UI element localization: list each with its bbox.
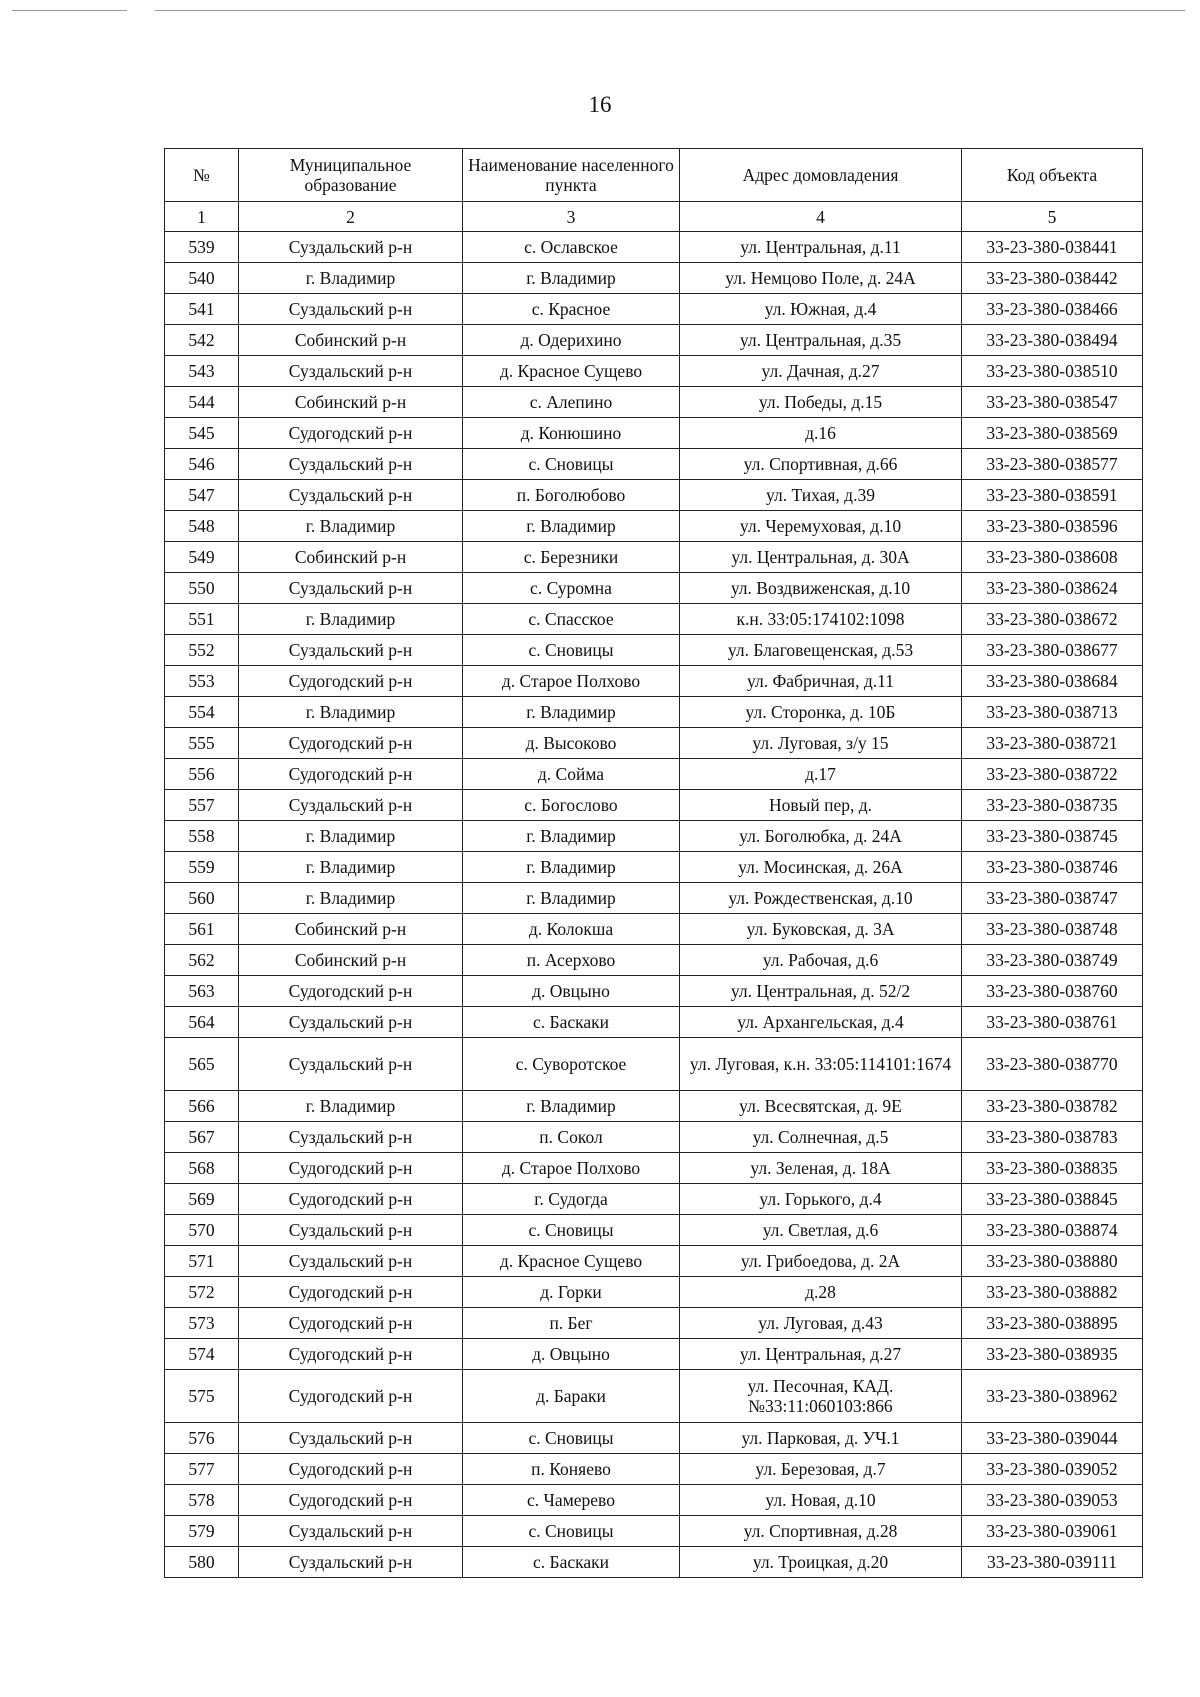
settlement-cell: д. Овцыно <box>463 976 680 1007</box>
settlement-cell: д. Конюшино <box>463 418 680 449</box>
settlement-cell: с. Березники <box>463 542 680 573</box>
settlement-cell: д. Колокша <box>463 914 680 945</box>
settlement-cell: с. Чамерево <box>463 1485 680 1516</box>
municipality-cell: Судогодский р-н <box>239 1153 463 1184</box>
column-number-row <box>165 202 1143 232</box>
object-code-cell: 33-23-380-038569 <box>962 418 1143 449</box>
settlement-cell: с. Красное <box>463 294 680 325</box>
municipality-cell: г. Владимир <box>239 883 463 914</box>
table-row <box>165 1246 1143 1277</box>
municipality-cell: г. Владимир <box>239 263 463 294</box>
municipality-cell: Собинский р-н <box>239 945 463 976</box>
row-number-cell: 548 <box>165 511 239 542</box>
address-cell: ул. Спортивная, д.28 <box>680 1516 962 1547</box>
table-row <box>165 604 1143 635</box>
municipality-cell: Суздальский р-н <box>239 1122 463 1153</box>
municipality-cell: Суздальский р-н <box>239 1547 463 1578</box>
address-cell: ул. Рождественская, д.10 <box>680 883 962 914</box>
table-row <box>165 480 1143 511</box>
object-code-cell: 33-23-380-038547 <box>962 387 1143 418</box>
address-cell: ул. Центральная, д. 30А <box>680 542 962 573</box>
address-cell: д.28 <box>680 1277 962 1308</box>
address-cell: ул. Луговая, з/у 15 <box>680 728 962 759</box>
municipality-cell: г. Владимир <box>239 697 463 728</box>
scan-edge-line-main <box>155 10 1185 11</box>
row-number-cell: 568 <box>165 1153 239 1184</box>
address-cell: ул. Южная, д.4 <box>680 294 962 325</box>
table-row <box>165 1547 1143 1578</box>
row-number-cell: 563 <box>165 976 239 1007</box>
row-number-cell: 554 <box>165 697 239 728</box>
object-code-cell: 33-23-380-038442 <box>962 263 1143 294</box>
address-cell: ул. Тихая, д.39 <box>680 480 962 511</box>
object-code-cell: 33-23-380-039053 <box>962 1485 1143 1516</box>
object-code-cell: 33-23-380-038760 <box>962 976 1143 1007</box>
address-cell: ул. Центральная, д.27 <box>680 1339 962 1370</box>
object-code-cell: 33-23-380-038510 <box>962 356 1143 387</box>
municipality-cell: Судогодский р-н <box>239 976 463 1007</box>
settlement-cell: г. Владимир <box>463 511 680 542</box>
municipality-cell: Судогодский р-н <box>239 418 463 449</box>
municipality-cell: г. Владимир <box>239 852 463 883</box>
municipality-cell: Собинский р-н <box>239 914 463 945</box>
settlement-cell: с. Алепино <box>463 387 680 418</box>
table-row <box>165 542 1143 573</box>
row-number-cell: 571 <box>165 1246 239 1277</box>
row-number-cell: 570 <box>165 1215 239 1246</box>
settlement-cell: п. Бег <box>463 1308 680 1339</box>
address-cell: ул. Воздвиженская, д.10 <box>680 573 962 604</box>
table-row <box>165 1454 1143 1485</box>
table-row <box>165 1153 1143 1184</box>
settlement-cell: д. Высоково <box>463 728 680 759</box>
row-number-cell: 578 <box>165 1485 239 1516</box>
table-row <box>165 1339 1143 1370</box>
address-cell: Новый пер, д. <box>680 790 962 821</box>
table-row <box>165 697 1143 728</box>
object-code-cell: 33-23-380-038494 <box>962 325 1143 356</box>
settlement-cell: д. Горки <box>463 1277 680 1308</box>
municipality-cell: Судогодский р-н <box>239 666 463 697</box>
table-row <box>165 449 1143 480</box>
table-row <box>165 1485 1143 1516</box>
address-cell: ул. Буковская, д. 3А <box>680 914 962 945</box>
settlement-cell: с. Спасское <box>463 604 680 635</box>
address-cell: ул. Фабричная, д.11 <box>680 666 962 697</box>
object-code-cell: 33-23-380-038624 <box>962 573 1143 604</box>
table-row <box>165 1122 1143 1153</box>
row-number-cell: 560 <box>165 883 239 914</box>
table-row <box>165 790 1143 821</box>
table-row <box>165 1516 1143 1547</box>
settlement-cell: г. Владимир <box>463 883 680 914</box>
page-number: 16 <box>588 92 612 117</box>
object-code-cell: 33-23-380-038577 <box>962 449 1143 480</box>
municipality-cell: Суздальский р-н <box>239 1516 463 1547</box>
object-code-cell: 33-23-380-038722 <box>962 759 1143 790</box>
municipality-cell: Суздальский р-н <box>239 573 463 604</box>
column-number: 4 <box>680 202 962 232</box>
row-number-cell: 542 <box>165 325 239 356</box>
row-number-cell: 552 <box>165 635 239 666</box>
table-row <box>165 728 1143 759</box>
municipality-cell: Суздальский р-н <box>239 790 463 821</box>
header-number: № <box>165 149 239 202</box>
table-row <box>165 325 1143 356</box>
object-code-cell: 33-23-380-038746 <box>962 852 1143 883</box>
table-row <box>165 1215 1143 1246</box>
object-code-cell: 33-23-380-038874 <box>962 1215 1143 1246</box>
municipality-cell: Суздальский р-н <box>239 449 463 480</box>
object-code-cell: 33-23-380-038880 <box>962 1246 1143 1277</box>
row-number-cell: 541 <box>165 294 239 325</box>
settlement-cell: с. Сновицы <box>463 1423 680 1454</box>
address-cell: ул. Березовая, д.7 <box>680 1454 962 1485</box>
row-number-cell: 561 <box>165 914 239 945</box>
municipality-cell: Судогодский р-н <box>239 1339 463 1370</box>
municipality-cell: Суздальский р-н <box>239 1038 463 1091</box>
settlement-cell: п. Сокол <box>463 1122 680 1153</box>
row-number-cell: 573 <box>165 1308 239 1339</box>
address-cell: д.17 <box>680 759 962 790</box>
row-number-cell: 567 <box>165 1122 239 1153</box>
municipality-cell: г. Владимир <box>239 511 463 542</box>
address-cell: ул. Центральная, д.11 <box>680 232 962 263</box>
municipality-cell: Суздальский р-н <box>239 232 463 263</box>
municipality-cell: Судогодский р-н <box>239 1454 463 1485</box>
table-row <box>165 1007 1143 1038</box>
municipality-cell: Суздальский р-н <box>239 356 463 387</box>
object-code-cell: 33-23-380-038596 <box>962 511 1143 542</box>
table-row <box>165 294 1143 325</box>
municipality-cell: г. Владимир <box>239 1091 463 1122</box>
object-code-cell: 33-23-380-038882 <box>962 1277 1143 1308</box>
scan-edge-line-left <box>12 10 127 11</box>
row-number-cell: 579 <box>165 1516 239 1547</box>
object-code-cell: 33-23-380-038441 <box>962 232 1143 263</box>
table-row <box>165 356 1143 387</box>
settlement-cell: г. Судогда <box>463 1184 680 1215</box>
settlement-cell: с. Сновицы <box>463 449 680 480</box>
municipality-cell: г. Владимир <box>239 604 463 635</box>
column-number: 5 <box>962 202 1143 232</box>
settlement-cell: д. Овцыно <box>463 1339 680 1370</box>
row-number-cell: 572 <box>165 1277 239 1308</box>
table-row <box>165 1038 1143 1091</box>
settlement-cell: г. Владимир <box>463 821 680 852</box>
row-number-cell: 544 <box>165 387 239 418</box>
object-code-cell: 33-23-380-038591 <box>962 480 1143 511</box>
municipality-cell: Суздальский р-н <box>239 294 463 325</box>
municipality-cell: Суздальский р-н <box>239 635 463 666</box>
address-cell: ул. Рабочая, д.6 <box>680 945 962 976</box>
settlement-cell: г. Владимир <box>463 1091 680 1122</box>
row-number-cell: 543 <box>165 356 239 387</box>
object-code-cell: 33-23-380-038608 <box>962 542 1143 573</box>
address-cell: ул. Новая, д.10 <box>680 1485 962 1516</box>
row-number-cell: 576 <box>165 1423 239 1454</box>
table-row <box>165 387 1143 418</box>
settlement-cell: с. Суворотское <box>463 1038 680 1091</box>
table-row <box>165 945 1143 976</box>
object-code-cell: 33-23-380-038962 <box>962 1370 1143 1423</box>
object-code-cell: 33-23-380-038466 <box>962 294 1143 325</box>
table-row <box>165 1277 1143 1308</box>
address-cell: ул. Центральная, д. 52/2 <box>680 976 962 1007</box>
object-code-cell: 33-23-380-038684 <box>962 666 1143 697</box>
table-row <box>165 883 1143 914</box>
address-cell: ул. Зеленая, д. 18А <box>680 1153 962 1184</box>
address-cell: ул. Троицкая, д.20 <box>680 1547 962 1578</box>
municipality-cell: г. Владимир <box>239 821 463 852</box>
settlement-cell: г. Владимир <box>463 852 680 883</box>
table-row <box>165 852 1143 883</box>
object-code-cell: 33-23-380-038677 <box>962 635 1143 666</box>
table-row <box>165 1423 1143 1454</box>
settlement-cell: п. Асерхово <box>463 945 680 976</box>
object-code-cell: 33-23-380-038672 <box>962 604 1143 635</box>
table-row <box>165 914 1143 945</box>
object-code-cell: 33-23-380-038783 <box>962 1122 1143 1153</box>
municipality-cell: Суздальский р-н <box>239 1215 463 1246</box>
settlement-cell: д. Красное Сущево <box>463 1246 680 1277</box>
object-code-cell: 33-23-380-038747 <box>962 883 1143 914</box>
row-number-cell: 547 <box>165 480 239 511</box>
row-number-cell: 562 <box>165 945 239 976</box>
object-code-cell: 33-23-380-038935 <box>962 1339 1143 1370</box>
row-number-cell: 555 <box>165 728 239 759</box>
row-number-cell: 557 <box>165 790 239 821</box>
row-number-cell: 564 <box>165 1007 239 1038</box>
row-number-cell: 545 <box>165 418 239 449</box>
row-number-cell: 577 <box>165 1454 239 1485</box>
table-row <box>165 666 1143 697</box>
row-number-cell: 580 <box>165 1547 239 1578</box>
object-code-cell: 33-23-380-038895 <box>962 1308 1143 1339</box>
table-row <box>165 232 1143 263</box>
table-row <box>165 635 1143 666</box>
municipality-cell: Судогодский р-н <box>239 1184 463 1215</box>
header-settlement: Наименование населенного пункта <box>463 149 680 202</box>
municipality-cell: Судогодский р-н <box>239 1370 463 1423</box>
address-cell: ул. Солнечная, д.5 <box>680 1122 962 1153</box>
row-number-cell: 575 <box>165 1370 239 1423</box>
address-cell: ул. Архангельская, д.4 <box>680 1007 962 1038</box>
settlement-cell: д. Сойма <box>463 759 680 790</box>
table-row <box>165 1091 1143 1122</box>
settlement-cell: д. Старое Полхово <box>463 666 680 697</box>
settlement-cell: п. Коняево <box>463 1454 680 1485</box>
address-cell: к.н. 33:05:174102:1098 <box>680 604 962 635</box>
address-cell: ул. Всесвятская, д. 9Е <box>680 1091 962 1122</box>
table-row <box>165 418 1143 449</box>
municipality-cell: Судогодский р-н <box>239 728 463 759</box>
header-object-code: Код объекта <box>962 149 1143 202</box>
table-row <box>165 759 1143 790</box>
table-row <box>165 573 1143 604</box>
header-address: Адрес домовладения <box>680 149 962 202</box>
address-cell: ул. Боголюбка, д. 24А <box>680 821 962 852</box>
row-number-cell: 539 <box>165 232 239 263</box>
municipality-cell: Судогодский р-н <box>239 1485 463 1516</box>
municipality-cell: Судогодский р-н <box>239 1308 463 1339</box>
row-number-cell: 559 <box>165 852 239 883</box>
municipality-cell: Судогодский р-н <box>239 1277 463 1308</box>
row-number-cell: 558 <box>165 821 239 852</box>
settlement-cell: с. Суромна <box>463 573 680 604</box>
row-number-cell: 569 <box>165 1184 239 1215</box>
object-code-cell: 33-23-380-039044 <box>962 1423 1143 1454</box>
object-code-cell: 33-23-380-038721 <box>962 728 1143 759</box>
municipality-cell: Собинский р-н <box>239 325 463 356</box>
table-row <box>165 1184 1143 1215</box>
settlement-cell: с. Сновицы <box>463 635 680 666</box>
table-row <box>165 1308 1143 1339</box>
row-number-cell: 565 <box>165 1038 239 1091</box>
address-cell: ул. Песочная, КАД.№33:11:060103:866 <box>680 1370 962 1423</box>
row-number-cell: 574 <box>165 1339 239 1370</box>
address-cell: ул. Мосинская, д. 26А <box>680 852 962 883</box>
object-code-cell: 33-23-380-039111 <box>962 1547 1143 1578</box>
settlement-cell: г. Владимир <box>463 697 680 728</box>
table-row <box>165 1370 1143 1423</box>
address-cell: ул. Центральная, д.35 <box>680 325 962 356</box>
address-cell: ул. Дачная, д.27 <box>680 356 962 387</box>
object-code-cell: 33-23-380-038713 <box>962 697 1143 728</box>
municipality-cell: Суздальский р-н <box>239 1007 463 1038</box>
address-cell: ул. Светлая, д.6 <box>680 1215 962 1246</box>
address-cell: ул. Парковая, д. УЧ.1 <box>680 1423 962 1454</box>
address-cell: ул. Горького, д.4 <box>680 1184 962 1215</box>
object-code-cell: 33-23-380-038745 <box>962 821 1143 852</box>
registry-table <box>164 148 1143 1578</box>
column-number: 3 <box>463 202 680 232</box>
settlement-cell: д. Бараки <box>463 1370 680 1423</box>
address-cell: ул. Грибоедова, д. 2А <box>680 1246 962 1277</box>
row-number-cell: 566 <box>165 1091 239 1122</box>
object-code-cell: 33-23-380-038735 <box>962 790 1143 821</box>
settlement-cell: с. Баскаки <box>463 1547 680 1578</box>
municipality-cell: Суздальский р-н <box>239 480 463 511</box>
municipality-cell: Суздальский р-н <box>239 1246 463 1277</box>
object-code-cell: 33-23-380-038835 <box>962 1153 1143 1184</box>
column-number: 1 <box>165 202 239 232</box>
table-row <box>165 976 1143 1007</box>
row-number-cell: 553 <box>165 666 239 697</box>
object-code-cell: 33-23-380-038782 <box>962 1091 1143 1122</box>
table-row <box>165 821 1143 852</box>
address-cell: ул. Черемуховая, д.10 <box>680 511 962 542</box>
row-number-cell: 540 <box>165 263 239 294</box>
settlement-cell: с. Ославское <box>463 232 680 263</box>
address-cell: ул. Луговая, к.н. 33:05:114101:1674 <box>680 1038 962 1091</box>
municipality-cell: Судогодский р-н <box>239 759 463 790</box>
address-cell: ул. Луговая, д.43 <box>680 1308 962 1339</box>
settlement-cell: с. Сновицы <box>463 1516 680 1547</box>
settlement-cell: д. Красное Сущево <box>463 356 680 387</box>
settlement-cell: г. Владимир <box>463 263 680 294</box>
row-number-cell: 549 <box>165 542 239 573</box>
table-row <box>165 263 1143 294</box>
table-row <box>165 511 1143 542</box>
settlement-cell: д. Одерихино <box>463 325 680 356</box>
column-number: 2 <box>239 202 463 232</box>
object-code-cell: 33-23-380-038748 <box>962 914 1143 945</box>
row-number-cell: 551 <box>165 604 239 635</box>
municipality-cell: Собинский р-н <box>239 542 463 573</box>
settlement-cell: д. Старое Полхово <box>463 1153 680 1184</box>
settlement-cell: с. Сновицы <box>463 1215 680 1246</box>
object-code-cell: 33-23-380-039052 <box>962 1454 1143 1485</box>
municipality-cell: Собинский р-н <box>239 387 463 418</box>
settlement-cell: с. Богослово <box>463 790 680 821</box>
address-cell: ул. Сторонка, д. 10Б <box>680 697 962 728</box>
address-cell: ул. Немцово Поле, д. 24А <box>680 263 962 294</box>
header-row <box>165 149 1143 202</box>
object-code-cell: 33-23-380-038770 <box>962 1038 1143 1091</box>
header-municipality: Муниципальное образование <box>239 149 463 202</box>
object-code-cell: 33-23-380-038749 <box>962 945 1143 976</box>
object-code-cell: 33-23-380-038761 <box>962 1007 1143 1038</box>
address-cell: д.16 <box>680 418 962 449</box>
object-code-cell: 33-23-380-039061 <box>962 1516 1143 1547</box>
address-cell: ул. Спортивная, д.66 <box>680 449 962 480</box>
address-cell: ул. Благовещенская, д.53 <box>680 635 962 666</box>
object-code-cell: 33-23-380-038845 <box>962 1184 1143 1215</box>
municipality-cell: Суздальский р-н <box>239 1423 463 1454</box>
row-number-cell: 556 <box>165 759 239 790</box>
settlement-cell: с. Баскаки <box>463 1007 680 1038</box>
settlement-cell: п. Боголюбово <box>463 480 680 511</box>
row-number-cell: 546 <box>165 449 239 480</box>
address-cell: ул. Победы, д.15 <box>680 387 962 418</box>
row-number-cell: 550 <box>165 573 239 604</box>
